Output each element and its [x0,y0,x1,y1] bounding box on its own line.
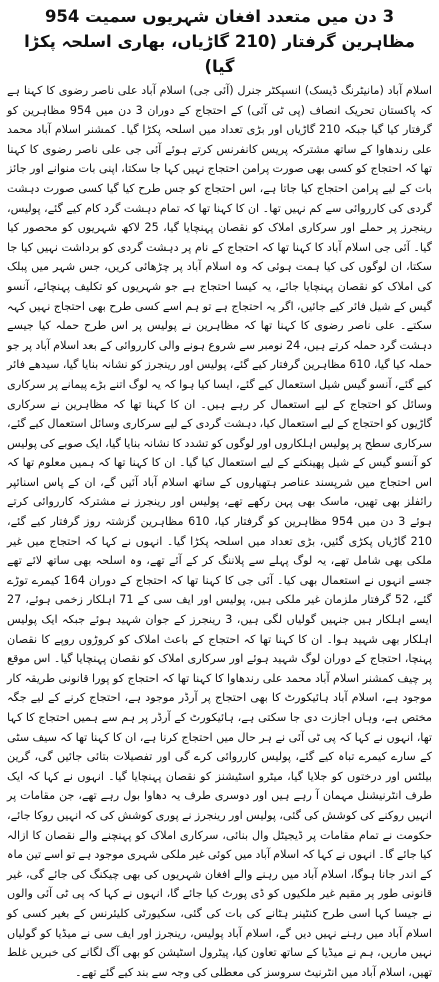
article-body: اسلام آباد (مانیٹرنگ ڈیسک) انسپکٹر جنرل (آئی جی) اسلام آباد علی ناصر رضوی کا کہنا ہے کہ پاکستان تحریک انصاف (پی ٹی آئی) کے احتجاج کے دوران 3 دن میں 954 مظاہرین کو گرفتار کیا گیا جبکہ 210 گاڑیاں اور بڑی تعداد میں اسلحہ پکڑا گیا۔ کمشنر اسلام آباد محمد علی رندھاوا کے ساتھ مشترکہ پریس کانفرنس کرتے ہوئے آئی جی علی ناصر رضوی کا کہنا تھا کہ احتجاج کو کسی بھی صورت پرامن احتجاج نہیں کہا جا سکتا، اپنی بات منوانے اور جائز بات کے لیے پرامن احتجاج کیا جاتا ہے، اس احتجاج کو جس طرح کیا گیا کسی صورت دہشت گردی کی کارروائی سے کم نہیں تھا۔ ان کا کہنا تھا کہ تمام دہشت گرد کام کیے گئے، پولیس، رینجرز پر حملے اور سرکاری املاک کو نقصان پہنچایا گیا، 25 لاکھ شہریوں کو محصور کیا گیا۔ آئی جی اسلام آباد کا کہنا تھا کہ احتجاج کے نام پر دہشت گردی کو برداشت نہیں کیا جا سکتا، ان لوگوں کی کیا ہمت ہوئی کہ وہ اسلام آباد پر چڑھائی کریں، جس شہر میں پبلک کی املاک کو نقصان پہنچایا جائے، یہ کیسا احتجاج ہے جو شہریوں کو تکلیف پہنچائے، آنسو گیس کے شیل فائر کیے جائیں، اگر یہ احتجاج ہے تو ہم اسے کسی طرح بھی احتجاج نہیں کہہ سکتے۔ علی ناصر رضوی کا کہنا تھا کہ مظاہرین نے پولیس پر اس طرح حملہ کیا جیسے دہشت گرد حملہ کرتے ہیں، 24 نومبر سے شروع ہونے والی کارروائی کے بعد اسلام آباد پر جو حملہ کیا گیا، 610 مظاہرین گرفتار کیے گئے، پولیس اور رینجرز کو نشانہ بنایا گیا، سیدھے فائر کیے گئے، آنسو گیس شیل استعمال کیے گئے، ایسا کیا ہوا کہ یہ لوگ اتنے بڑے پیمانے پر سرکاری وسائل کو احتجاج کے لیے استعمال کر رہے ہیں۔ ان کا کہنا تھا کہ مظاہرین نے سرکاری گاڑیوں کو احتجاج کے لیے استعمال کیا، دہشت گردی کے لیے سرکاری وسائل استعمال کیے گئے، سرکاری سطح پر پولیس اہلکاروں اور لوگوں کو تشدد کا نشانہ بنایا گیا، ایک صوبے کی پولیس کو آنسو گیس کے شیل پھینکنے کے لیے استعمال کیا گیا۔ ان کا کہنا تھا کہ ہمیں معلوم تھا کہ اس احتجاج میں شرپسند عناصر ہتھیاروں کے ساتھ اسلام آباد آئیں گے، ان کے پاس اسنائپر رائفلز بھی تھیں، ماسک بھی پہن رکھے تھے، پولیس اور رینجرز نے مشترکہ کارروائی کرتے ہوئے 3 دن میں 954 مظاہرین کو گرفتار کیا، 610 مظاہرین گزشتہ روز گرفتار کیے گئے، 210 گاڑیاں پکڑی گئیں، بڑی تعداد میں اسلحہ پکڑا گیا۔ انہوں نے کہا کہ احتجاج میں غیر ملکی بھی شامل تھے، یہ لوگ پہلے سے پلاننگ کر کے آئے تھے، وہ اسلحہ بھی ساتھ لائے تھے جسے انہوں نے استعمال بھی کیا۔ آئی جی کا کہنا تھا کہ احتجاج کے دوران 164 کیمرے توڑے گئے، 52 گرفتار ملزمان غیر ملکی ہیں، پولیس اور ایف سی کے 71 اہلکار زخمی ہوئے، 27 ایسے اہلکار ہیں جنہیں گولیاں لگی ہیں، 3 رینجرز کے جوان شہید ہوئے جبکہ ایک پولیس اہلکار بھی شہید ہوا۔ ان کا کہنا تھا کہ احتجاج کے باعث املاک کو کروڑوں روپے کا نقصان پہنچا، احتجاج کے دوران لوگ شہید ہوئے اور سرکاری املاک کو نقصان پہنچایا گیا۔ اس موقع پر چیف کمشنر اسلام آباد محمد علی رندھاوا کا کہنا تھا کہ احتجاج کو پورا قانونی طریقہ کار موجود ہے، اسلام آباد ہائیکورٹ کا بھی احتجاج پر آرڈر موجود ہے، احتجاج کرنے کے لیے جگہ مختص ہے، وہاں اجازت دی جا سکتی ہے، ہائیکورٹ کے آرڈر پر ہم سے ہمیں احتجاج کا کہا تھا، انہوں نے کہا کہ پی ٹی آئی نے ہر حال میں احتجاج کرنا ہے، ان کا کہنا تھا کہ سیف سٹی کے سارے کیمرے تباہ کیے گئے، پولیس کارروائی کرے گی اور تفصیلات بتائی جائیں گی، گرین بیلٹس اور درختوں کو جلایا گیا، میٹرو اسٹیشنز کو نقصان پہنچایا گیا۔ انہوں نے کہا کہ ایک طرف انٹرنیشنل مہمان آ رہے ہیں اور دوسری طرف یہ دھاوا بول رہے تھے، جن مقامات پر انہیں روکنے کی کوشش کی گئی، پولیس اور رینجرز نے پوری کوشش کی کہ انہیں روکا جائے، حکومت نے تمام مقامات پر ڈیجیٹل وال بنائی، سرکاری املاک کو پہنچنے والے نقصان کا ازالہ کیا جائے گا۔ انہوں نے کہا کہ اسلام آباد میں کوئی غیر ملکی شہری موجود ہے تو اسے تین ماہ کے اندر جانا ہوگا، اسلام آباد میں رہنے والے افغان شہریوں کی بھی چیکنگ کی جائے گی، غیر قانونی طور پر مقیم غیر ملکیوں کو ڈی پورٹ کیا جائے گا، انہوں نے کہا کہ پی ٹی آئی والوں نے جیسا کہا اسی طرح کنٹینر ہٹانے کی بات کی گئی، سکیورٹی کلیئرنس کے بغیر کسی کو اسلام آباد میں رہنے نہیں دیں گے، اسلام آباد پولیس، رینجرز اور ایف سی نے میڈیا کو گولیاں نہیں ماریں، ہم نے میڈیا کے ساتھ تعاون کیا، پیٹرول اسٹیشن کو بھی آگ لگانے کی خبریں غلط تھیں، اسلام آباد میں انٹرنیٹ سروسز کی معطلی کی وجہ سے بند کیے گئے تھے۔ [7,84,433,979]
article-headline: 3 دن میں متعدد افغان شہریوں سمیت 954 مظاہرین گرفتار (210 گاڑیاں، بھاری اسلحہ پکڑا گیا) [24,7,415,76]
